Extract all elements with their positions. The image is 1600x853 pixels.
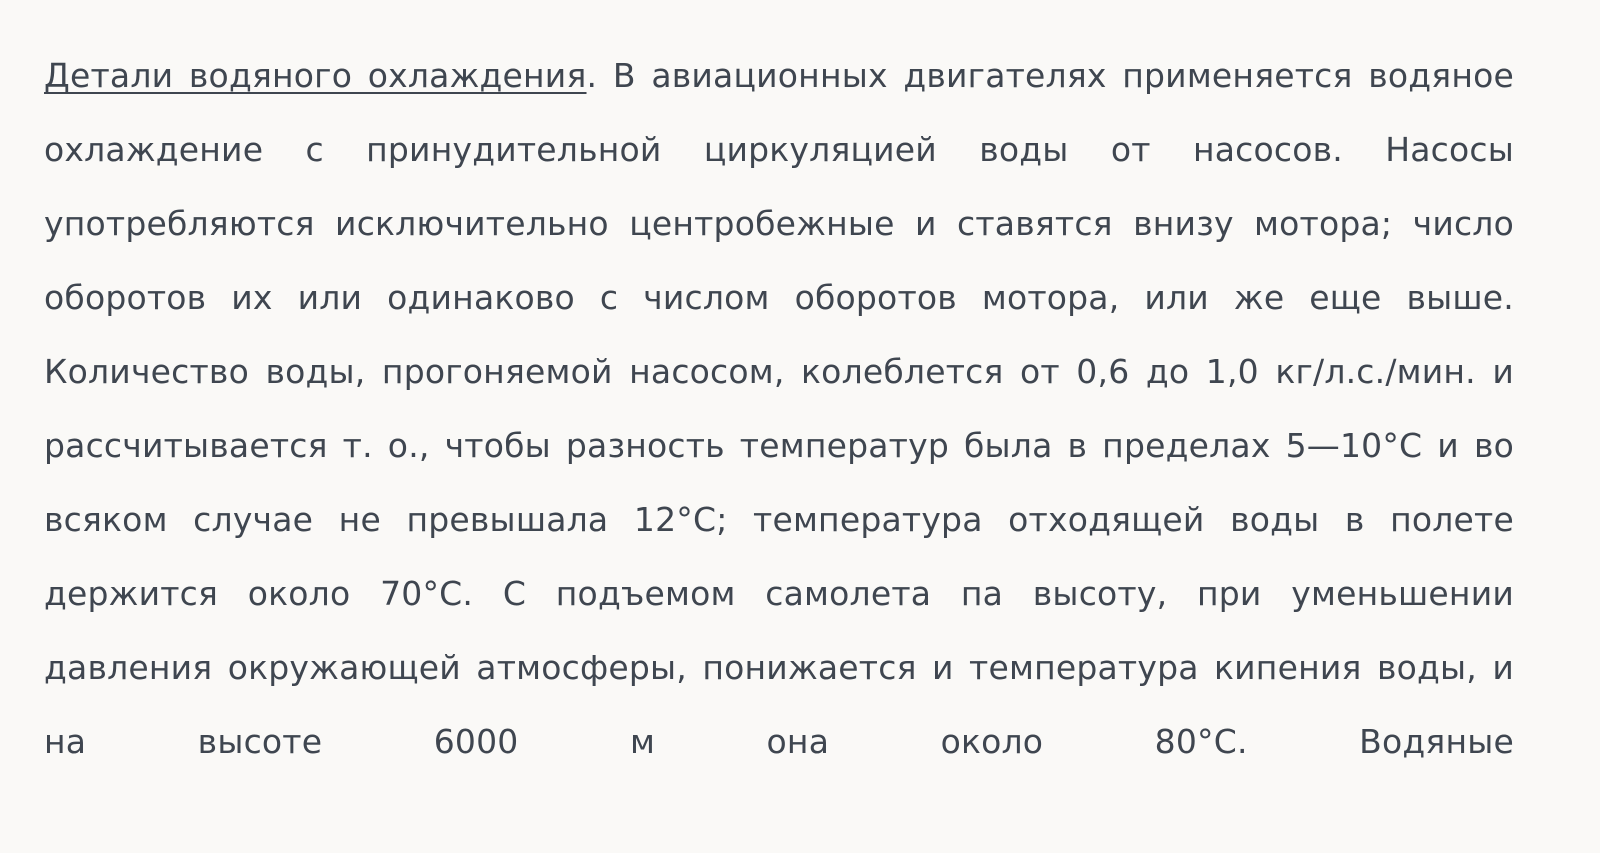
paragraph-body: . В авиационных двигателях применяется водяное охлаждение с принудительной циркуляцией воды от насосов. Насосы употребляются исключительно центробежные и ставятся внизу мотора; число оборотов их или одинаково с числом оборотов мотора, или же еще выше. Количество воды, прогоняемой насосом, колеблется от 0,6 до 1,0 кг/л.с./мин. и рассчитывается т. о., чтобы разность температур была в пределах 5—10°С и во всяком случае не превышала 12°С; температура отходящей воды в полете держится около 70°С. С подъемом самолета па высоту, при уменьшении давления окружающей атмосферы, понижается и температура кипения воды, и на высоте 6000 м она около 80°С. Водяные: [44, 56, 1514, 761]
body-paragraph: [44, 39, 1514, 853]
paragraph-lead-in: Детали водяного охлаждения: [44, 56, 587, 95]
